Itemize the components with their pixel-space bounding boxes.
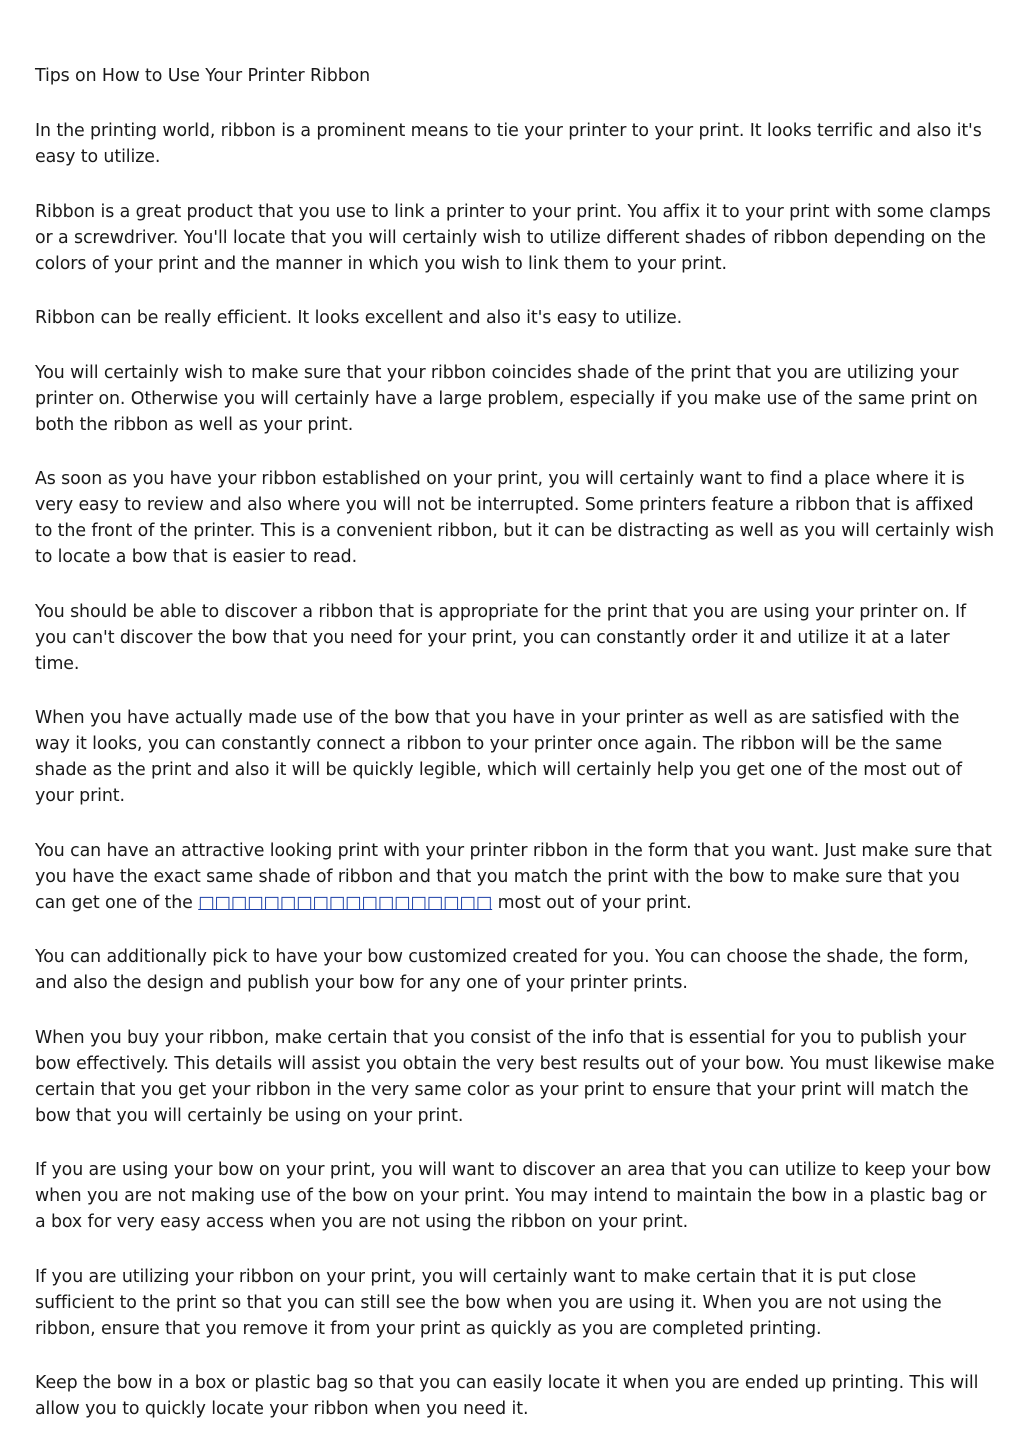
paragraph-7: When you have actually made use of the bow that you have in your printer as well as are satisfied with the way it looks, you can constantly connect a ribbon to your printer once again. The ribbon will be the same shade as the print and also it will be quickly legible, which will certainly help you get one of the most out of your print. [35,708,962,806]
paragraph-2: Ribbon is a great product that you use to link a printer to your print. You affix it to your print with some clamps or a screwdriver. You'll locate that you will certainly wish to utilize different shades of ribbon depending on the colors of your print and the manner in which you wish to link them to your print. [35,201,991,274]
paragraph-1: In the printing world, ribbon is a prominent means to tie your printer to your print. It looks terrific and also it's easy to utilize. [35,121,982,167]
paragraph-9: You can additionally pick to have your bow customized created for you. You can choose the shade, the form, and also the design and publish your bow for any one of your printer prints. [35,947,969,993]
paragraph-11: If you are using your bow on your print, you will want to discover an area that you can utilize to keep your bow when you are not making use of the bow on your print. You may intend to maintain the bow in a plastic bag or a box for very easy access when you are not using the ribbon on your print. [35,1160,992,1232]
paragraph-5: As soon as you have your ribbon established on your print, you will certainly want to find a place where it is very easy to review and also where you will not be interrupted. Some printers feature a ribbon that is affixed to the front of the printer. This is a convenient ribbon, but it can be distracting as well as you will certainly wish to locate a bow that is easier to read. [35,469,995,567]
paragraph-4: You will certainly wish to make sure that your ribbon coincides shade of the print that you are utilizing your printer on. Otherwise you will certainly have a large problem, especially if you make use of the same print on both the ribbon as well as your print. [35,362,978,435]
document-title: Tips on How to Use Your Printer Ribbon [35,66,371,86]
paragraph-13: Keep the bow in a box or plastic bag so that you can easily locate it when you are ended up printing. This will allow you to quickly locate your ribbon when you need it. [35,1373,979,1419]
paragraph-12: If you are utilizing your ribbon on your print, you will certainly want to make certain that it is put close sufficient to the print so that you can still see the bow when you are using it. When you are not using the ribbon, ensure that you remove it from your print as quickly as you are completed printing. [35,1266,942,1339]
paragraph-link-after-text: most out of your print. [492,892,692,913]
paragraph-10: When you buy your ribbon, make certain that you consist of the info that is essential for you to publish your bow effectively. This details will assist you obtain the very best results out of your bow. You must likewise make certain that you get your ribbon in the very same color as your print to ensure that your print will match the bow that you will certainly be using on your print. [35,1027,995,1126]
paragraph-link-before-text: You can have an attractive looking print with your printer ribbon in the form that you want. Just make sure that you have the exact same shade of ribbon and that you match the print with the bow to make sure that you can get one of the [35,840,992,913]
inline-link[interactable]: □□□□□□□□□□□□□□□□□□ [198,892,493,913]
document-page [35,63,995,1451]
paragraph-3: Ribbon can be really efficient. It looks excellent and also it's easy to utilize. [35,308,683,328]
paragraph-with-link [35,838,995,916]
paragraph-6: You should be able to discover a ribbon that is appropriate for the print that you are using your printer on. If you can't discover the bow that you need for your print, you can constantly order it and utilize it at a later time. [35,601,967,674]
